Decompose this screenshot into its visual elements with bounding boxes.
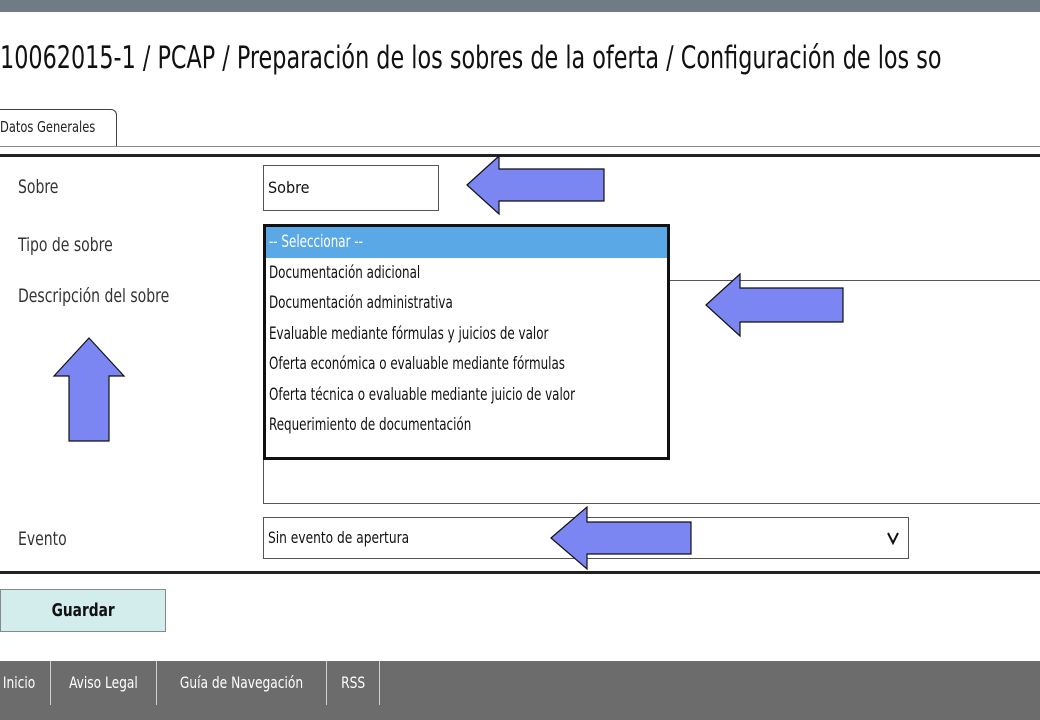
tab-divider	[0, 146, 1040, 147]
footer	[0, 661, 1040, 720]
footer-link-inicio[interactable]: Inicio	[0, 661, 51, 705]
evento-label: Evento	[18, 528, 67, 550]
dropdown-option-documentacion-adicional[interactable]: Documentación adicional	[269, 262, 421, 283]
footer-link-rss[interactable]: RSS	[327, 661, 380, 705]
arrow-left-icon	[704, 272, 846, 338]
dropdown-option-requerimiento[interactable]: Requerimiento de documentación	[269, 415, 472, 435]
save-button[interactable]: Guardar	[0, 589, 166, 632]
evento-selected-value: Sin evento de apertura	[268, 528, 410, 547]
footer-link-guia-navegacion[interactable]: Guía de Navegación	[157, 661, 327, 705]
page-title: 10062015-1 / PCAP / Preparación de los sobres de la oferta / Configuración de los so	[0, 40, 942, 76]
dropdown-option-oferta-economica[interactable]: Oferta económica o evaluable mediante fórmulas	[269, 354, 565, 374]
top-bar	[0, 0, 1040, 12]
descripcion-sobre-label: Descripción del sobre	[18, 285, 170, 307]
tipo-sobre-dropdown-list[interactable]	[263, 224, 670, 460]
tab-datos-generales[interactable]	[0, 109, 117, 147]
arrow-left-icon	[465, 154, 607, 216]
dropdown-option-seleccionar[interactable]: -- Seleccionar --	[266, 227, 667, 258]
dropdown-option-evaluable-formulas-juicios[interactable]: Evaluable mediante fórmulas y juicios de valor	[269, 323, 549, 344]
arrow-left-icon	[549, 505, 695, 571]
tipo-sobre-label: Tipo de sobre	[18, 234, 113, 256]
sobre-input[interactable]: Sobre	[263, 165, 439, 211]
sobre-label: Sobre	[18, 176, 59, 198]
footer-link-aviso-legal[interactable]: Aviso Legal	[51, 661, 157, 705]
dropdown-option-oferta-tecnica[interactable]: Oferta técnica o evaluable mediante juicio de valor	[269, 384, 575, 405]
dropdown-option-documentacion-administrativa[interactable]: Documentación administrativa	[269, 293, 453, 313]
footer-links	[0, 661, 380, 705]
chevron-down-icon	[886, 518, 900, 573]
arrow-up-icon	[52, 336, 126, 444]
tab-label: Datos Generales	[0, 118, 96, 136]
